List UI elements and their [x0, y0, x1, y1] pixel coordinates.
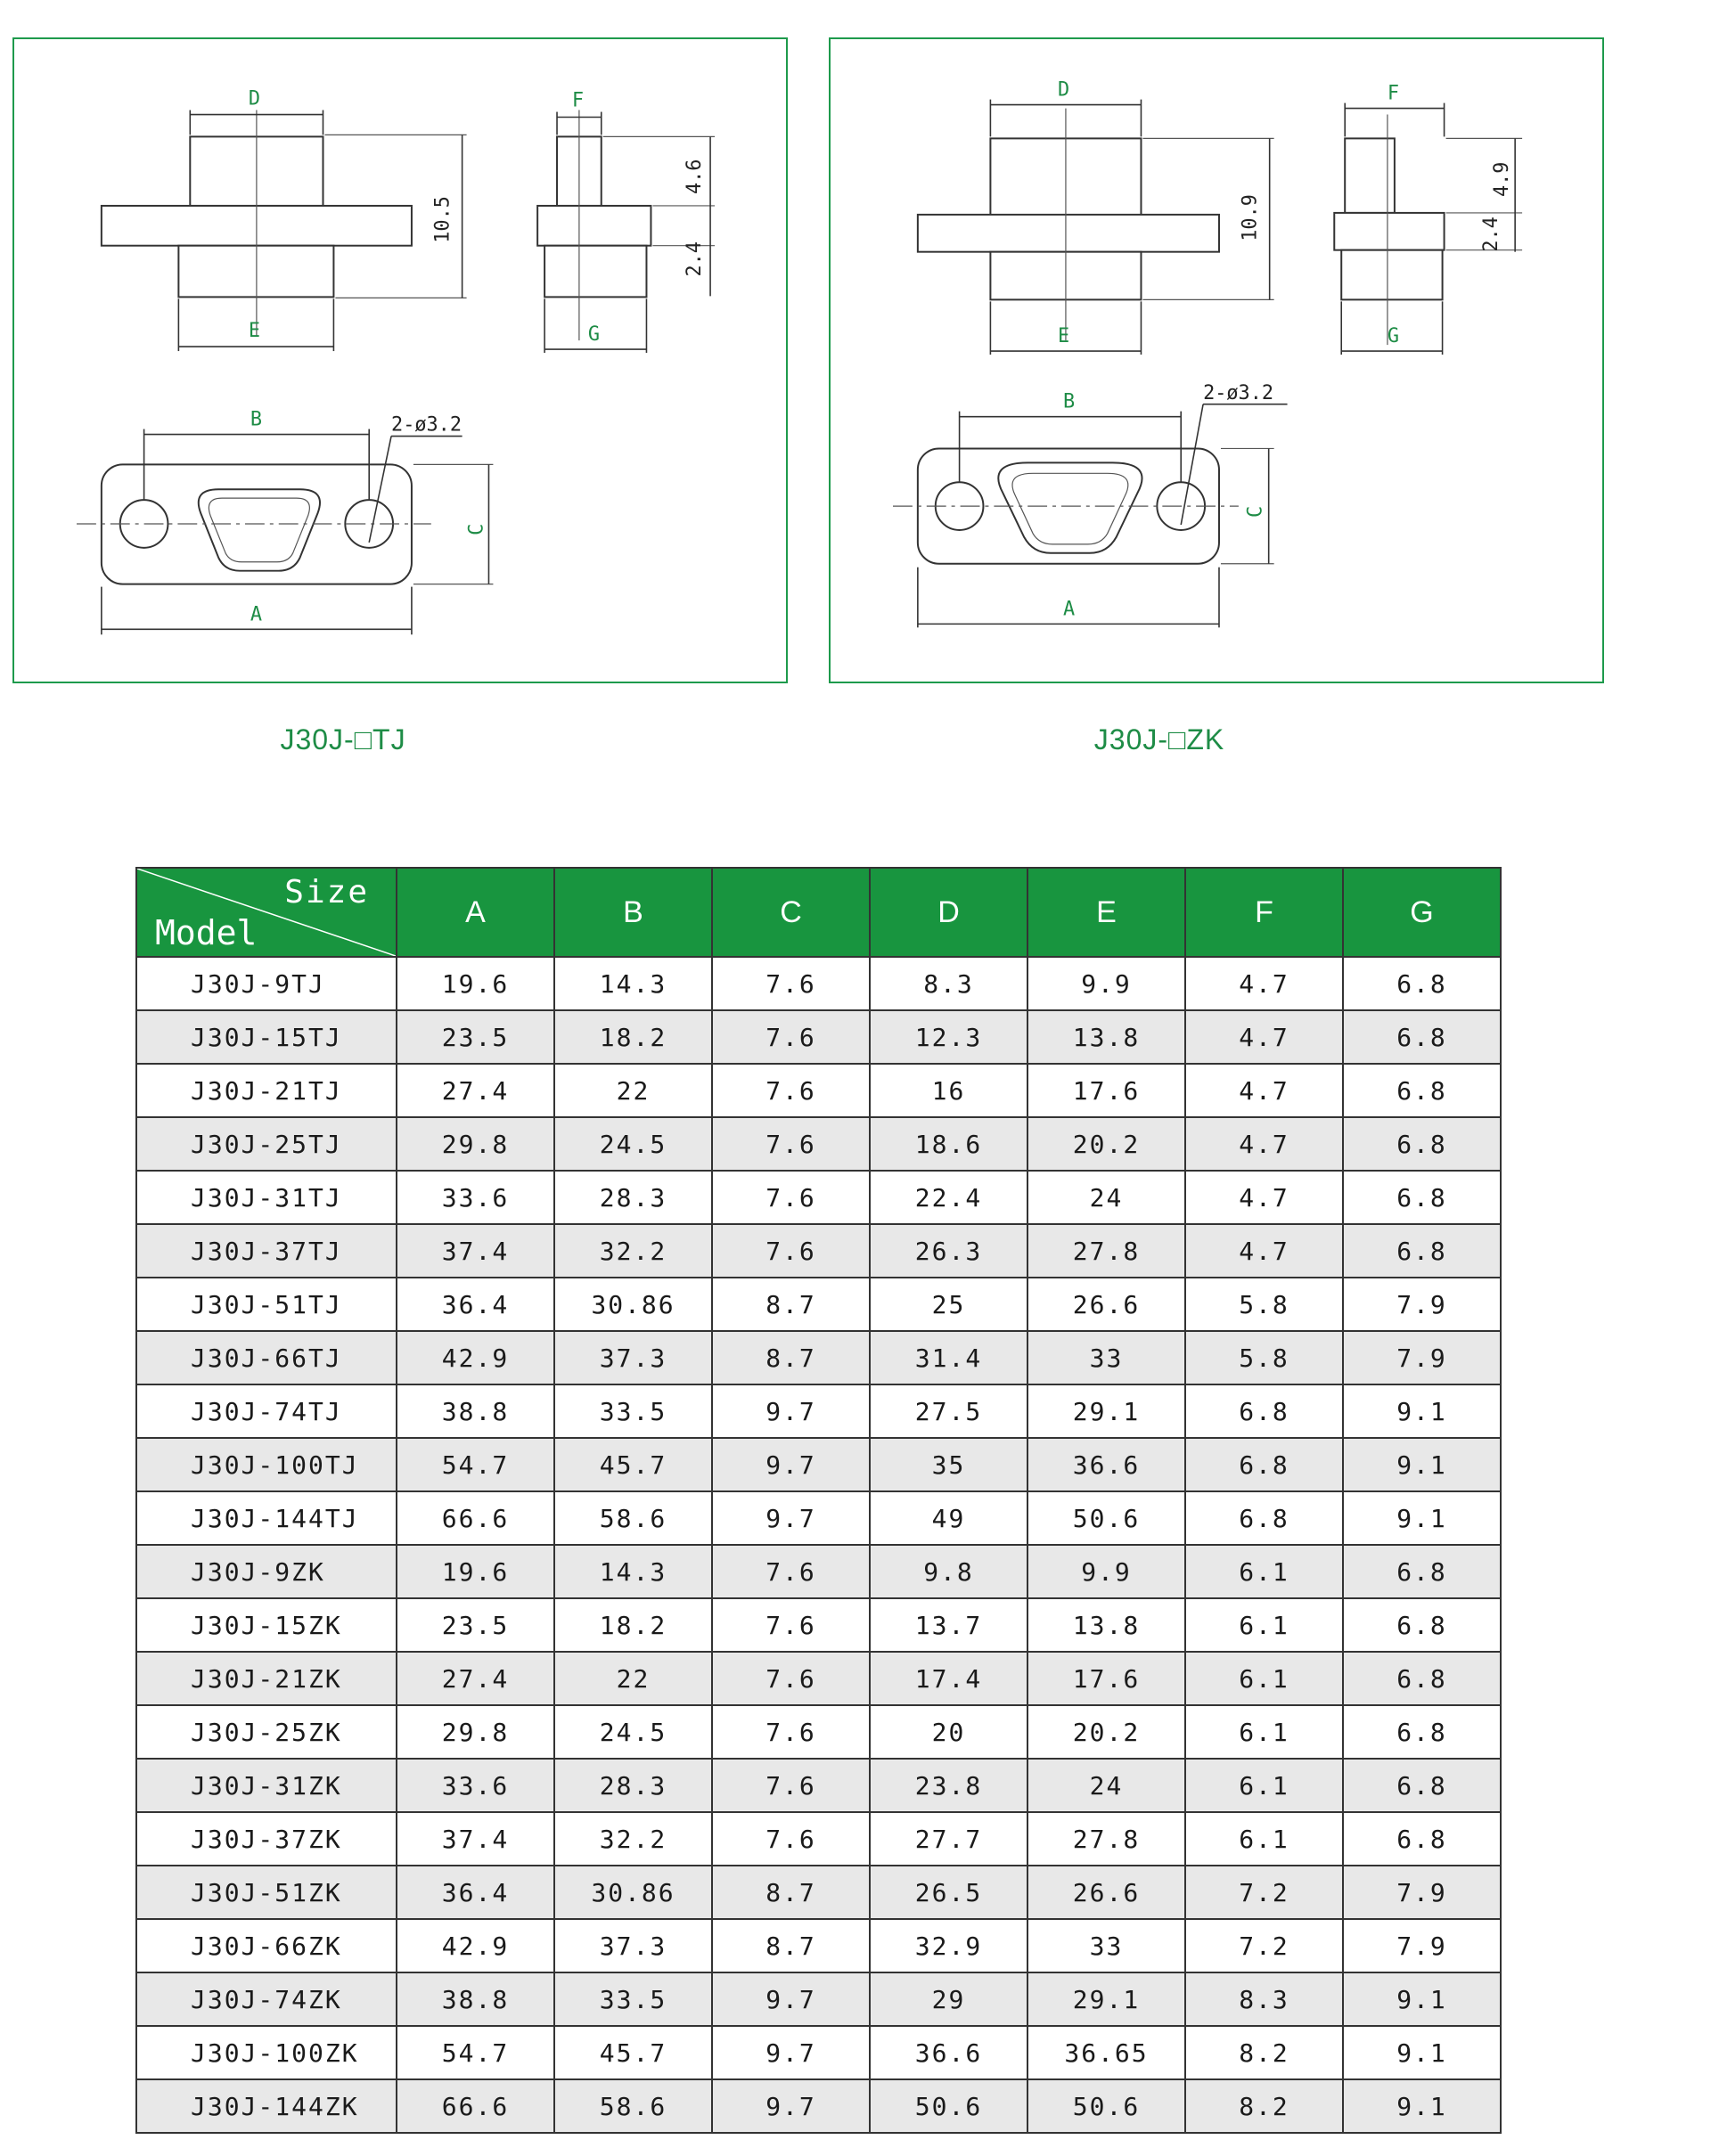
model-cell: J30J-21TJ [136, 1064, 397, 1117]
table-row [136, 1705, 1501, 1759]
tj-side-flange [537, 206, 651, 246]
zk-label-c: C [1244, 505, 1267, 519]
value-cell-c: 9.7 [712, 1972, 870, 2026]
table-row [136, 1545, 1501, 1598]
value-cell-c: 9.7 [712, 1438, 870, 1491]
value-cell-d: 23.8 [870, 1759, 1027, 1812]
column-header-a: A [397, 868, 554, 957]
caption-zk: J30J-□ZK [1093, 723, 1225, 755]
value-cell-c: 9.7 [712, 1384, 870, 1438]
value-cell-e: 36.65 [1027, 2026, 1185, 2079]
value-cell-e: 26.6 [1027, 1866, 1185, 1919]
value-cell-f: 4.7 [1185, 1224, 1343, 1278]
value-cell-e: 27.8 [1027, 1812, 1185, 1866]
value-cell-d: 32.9 [870, 1919, 1027, 1972]
value-cell-b: 24.5 [554, 1117, 712, 1171]
value-cell-a: 66.6 [397, 2079, 554, 2133]
table-row [136, 1224, 1501, 1278]
zk-dim-upper: 4.9 [1491, 161, 1514, 198]
model-cell: J30J-15TJ [136, 1010, 397, 1064]
value-cell-a: 38.8 [397, 1972, 554, 2026]
table-row [136, 1759, 1501, 1812]
value-cell-c: 7.6 [712, 1705, 870, 1759]
value-cell-d: 20 [870, 1705, 1027, 1759]
value-cell-f: 4.7 [1185, 1117, 1343, 1171]
value-cell-b: 33.5 [554, 1972, 712, 2026]
value-cell-e: 26.6 [1027, 1278, 1185, 1331]
model-cell: J30J-144ZK [136, 2079, 397, 2133]
zk-drawing [831, 39, 1602, 682]
value-cell-b: 45.7 [554, 2026, 712, 2079]
value-cell-a: 23.5 [397, 1010, 554, 1064]
value-cell-a: 33.6 [397, 1171, 554, 1224]
model-cell: J30J-37ZK [136, 1812, 397, 1866]
table-row [136, 1812, 1501, 1866]
value-cell-b: 32.2 [554, 1812, 712, 1866]
table-row [136, 1866, 1501, 1919]
tj-label-d: D [248, 87, 261, 110]
table-row [136, 2026, 1501, 2079]
value-cell-b: 58.6 [554, 2079, 712, 2133]
model-cell: J30J-25ZK [136, 1705, 397, 1759]
value-cell-d: 26.3 [870, 1224, 1027, 1278]
table-row [136, 1491, 1501, 1545]
value-cell-b: 14.3 [554, 1545, 712, 1598]
model-cell: J30J-51TJ [136, 1278, 397, 1331]
value-cell-e: 20.2 [1027, 1117, 1185, 1171]
value-cell-b: 28.3 [554, 1171, 712, 1224]
model-cell: J30J-51ZK [136, 1866, 397, 1919]
value-cell-g: 6.8 [1343, 957, 1501, 1010]
tj-label-a: A [250, 603, 263, 626]
value-cell-e: 27.8 [1027, 1224, 1185, 1278]
value-cell-c: 7.6 [712, 1224, 870, 1278]
value-cell-b: 18.2 [554, 1010, 712, 1064]
tj-drawing [14, 39, 786, 682]
value-cell-a: 29.8 [397, 1117, 554, 1171]
value-cell-d: 22.4 [870, 1171, 1027, 1224]
value-cell-g: 6.8 [1343, 1598, 1501, 1652]
value-cell-e: 50.6 [1027, 1491, 1185, 1545]
value-cell-g: 7.9 [1343, 1331, 1501, 1384]
table-row [136, 1438, 1501, 1491]
value-cell-g: 6.8 [1343, 1171, 1501, 1224]
tj-dim-height: 10.5 [431, 196, 454, 243]
model-cell: J30J-31ZK [136, 1759, 397, 1812]
value-cell-g: 7.9 [1343, 1278, 1501, 1331]
value-cell-b: 24.5 [554, 1705, 712, 1759]
value-cell-e: 36.6 [1027, 1438, 1185, 1491]
table-row [136, 957, 1501, 1010]
value-cell-a: 54.7 [397, 2026, 554, 2079]
value-cell-d: 36.6 [870, 2026, 1027, 2079]
value-cell-b: 58.6 [554, 1491, 712, 1545]
zk-label-f: F [1387, 82, 1400, 105]
value-cell-g: 9.1 [1343, 1491, 1501, 1545]
value-cell-g: 6.8 [1343, 1652, 1501, 1705]
value-cell-d: 9.8 [870, 1545, 1027, 1598]
model-cell: J30J-37TJ [136, 1224, 397, 1278]
value-cell-a: 27.4 [397, 1652, 554, 1705]
model-cell: J30J-74TJ [136, 1384, 397, 1438]
value-cell-d: 31.4 [870, 1331, 1027, 1384]
value-cell-f: 7.2 [1185, 1866, 1343, 1919]
value-cell-e: 33 [1027, 1331, 1185, 1384]
value-cell-d: 17.4 [870, 1652, 1027, 1705]
model-cell: J30J-74ZK [136, 1972, 397, 2026]
value-cell-f: 6.8 [1185, 1384, 1343, 1438]
value-cell-d: 29 [870, 1972, 1027, 2026]
value-cell-a: 33.6 [397, 1759, 554, 1812]
value-cell-a: 66.6 [397, 1491, 554, 1545]
value-cell-b: 22 [554, 1652, 712, 1705]
value-cell-a: 27.4 [397, 1064, 554, 1117]
model-cell: J30J-15ZK [136, 1598, 397, 1652]
value-cell-b: 22 [554, 1064, 712, 1117]
drawing-panel-tj [12, 37, 788, 683]
model-cell: J30J-9TJ [136, 957, 397, 1010]
value-cell-c: 7.6 [712, 1171, 870, 1224]
value-cell-a: 54.7 [397, 1438, 554, 1491]
value-cell-f: 4.7 [1185, 1010, 1343, 1064]
column-header-c: C [712, 868, 870, 957]
value-cell-d: 50.6 [870, 2079, 1027, 2133]
value-cell-g: 7.9 [1343, 1866, 1501, 1919]
value-cell-g: 9.1 [1343, 2079, 1501, 2133]
tj-dim-lower: 2.4 [684, 241, 707, 277]
zk-label-e: E [1057, 325, 1070, 348]
value-cell-g: 7.9 [1343, 1919, 1501, 1972]
value-cell-d: 27.7 [870, 1812, 1027, 1866]
caption-tj: J30J-□TJ [280, 723, 406, 755]
table-row [136, 1652, 1501, 1705]
value-cell-a: 42.9 [397, 1331, 554, 1384]
value-cell-f: 6.1 [1185, 1545, 1343, 1598]
value-cell-d: 13.7 [870, 1598, 1027, 1652]
value-cell-d: 12.3 [870, 1010, 1027, 1064]
value-cell-f: 4.7 [1185, 1064, 1343, 1117]
zk-front-flange [918, 215, 1219, 252]
value-cell-b: 33.5 [554, 1384, 712, 1438]
zk-side-lower [1341, 250, 1442, 300]
table-row [136, 1972, 1501, 2026]
value-cell-e: 20.2 [1027, 1705, 1185, 1759]
value-cell-b: 28.3 [554, 1759, 712, 1812]
value-cell-d: 27.5 [870, 1384, 1027, 1438]
value-cell-g: 6.8 [1343, 1117, 1501, 1171]
value-cell-c: 9.7 [712, 1491, 870, 1545]
value-cell-c: 7.6 [712, 1812, 870, 1866]
value-cell-a: 29.8 [397, 1705, 554, 1759]
value-cell-c: 7.6 [712, 1598, 870, 1652]
value-cell-e: 33 [1027, 1919, 1185, 1972]
value-cell-d: 49 [870, 1491, 1027, 1545]
value-cell-d: 16 [870, 1064, 1027, 1117]
value-cell-c: 9.7 [712, 2079, 870, 2133]
table-row [136, 1010, 1501, 1064]
table-row [136, 1598, 1501, 1652]
value-cell-g: 6.8 [1343, 1812, 1501, 1866]
value-cell-f: 5.8 [1185, 1331, 1343, 1384]
value-cell-g: 9.1 [1343, 1972, 1501, 2026]
zk-label-g: G [1387, 325, 1400, 348]
value-cell-c: 7.6 [712, 1759, 870, 1812]
value-cell-e: 29.1 [1027, 1972, 1185, 2026]
value-cell-e: 17.6 [1027, 1064, 1185, 1117]
value-cell-f: 6.1 [1185, 1598, 1343, 1652]
value-cell-d: 35 [870, 1438, 1027, 1491]
table-row [136, 1919, 1501, 1972]
value-cell-e: 13.8 [1027, 1010, 1185, 1064]
value-cell-a: 36.4 [397, 1866, 554, 1919]
value-cell-g: 6.8 [1343, 1224, 1501, 1278]
table-row [136, 1117, 1501, 1171]
value-cell-e: 13.8 [1027, 1598, 1185, 1652]
column-header-f: F [1185, 868, 1343, 957]
value-cell-c: 7.6 [712, 1652, 870, 1705]
zk-side-flange [1334, 213, 1444, 250]
zk-label-a: A [1062, 598, 1076, 621]
value-cell-b: 32.2 [554, 1224, 712, 1278]
column-header-b: B [554, 868, 712, 957]
value-cell-f: 6.1 [1185, 1759, 1343, 1812]
tj-dim-holes: 2-ø3.2 [391, 413, 463, 437]
column-header-e: E [1027, 868, 1185, 957]
value-cell-b: 37.3 [554, 1919, 712, 1972]
model-cell: J30J-100TJ [136, 1438, 397, 1491]
model-cell: J30J-66TJ [136, 1331, 397, 1384]
tj-label-b: B [250, 408, 263, 431]
zk-dim-holes: 2-ø3.2 [1203, 381, 1274, 404]
value-cell-f: 5.8 [1185, 1278, 1343, 1331]
value-cell-a: 19.6 [397, 1545, 554, 1598]
table-row [136, 1384, 1501, 1438]
value-cell-c: 7.6 [712, 1064, 870, 1117]
zk-dim-lower: 2.4 [1480, 216, 1503, 252]
value-cell-d: 25 [870, 1278, 1027, 1331]
value-cell-g: 9.1 [1343, 2026, 1501, 2079]
value-cell-g: 9.1 [1343, 1438, 1501, 1491]
table-row [136, 1171, 1501, 1224]
tj-label-c: C [465, 523, 488, 535]
model-cell: J30J-144TJ [136, 1491, 397, 1545]
value-cell-f: 6.8 [1185, 1438, 1343, 1491]
value-cell-e: 9.9 [1027, 1545, 1185, 1598]
value-cell-b: 18.2 [554, 1598, 712, 1652]
tj-side-lower [544, 246, 646, 298]
value-cell-g: 6.8 [1343, 1064, 1501, 1117]
drawing-panel-zk [829, 37, 1604, 683]
value-cell-a: 42.9 [397, 1919, 554, 1972]
value-cell-c: 8.7 [712, 1331, 870, 1384]
zk-label-d: D [1057, 78, 1070, 102]
value-cell-a: 23.5 [397, 1598, 554, 1652]
value-cell-g: 6.8 [1343, 1010, 1501, 1064]
table-corner-cell [136, 868, 397, 957]
value-cell-c: 8.7 [712, 1919, 870, 1972]
tj-dim-upper: 4.6 [684, 159, 707, 195]
value-cell-b: 30.86 [554, 1866, 712, 1919]
value-cell-g: 9.1 [1343, 1384, 1501, 1438]
value-cell-c: 7.6 [712, 1545, 870, 1598]
value-cell-f: 6.1 [1185, 1705, 1343, 1759]
value-cell-e: 9.9 [1027, 957, 1185, 1010]
corner-size-label: Size [284, 874, 369, 911]
column-header-g: G [1343, 868, 1501, 957]
value-cell-g: 6.8 [1343, 1705, 1501, 1759]
value-cell-e: 24 [1027, 1759, 1185, 1812]
table-row [136, 1331, 1501, 1384]
zk-label-b: B [1062, 390, 1076, 413]
value-cell-g: 6.8 [1343, 1545, 1501, 1598]
value-cell-a: 38.8 [397, 1384, 554, 1438]
value-cell-a: 36.4 [397, 1278, 554, 1331]
value-cell-b: 45.7 [554, 1438, 712, 1491]
value-cell-f: 7.2 [1185, 1919, 1343, 1972]
tj-label-f: F [571, 89, 585, 112]
value-cell-c: 9.7 [712, 2026, 870, 2079]
table-row [136, 2079, 1501, 2133]
value-cell-f: 8.3 [1185, 1972, 1343, 2026]
corner-model-label: Model [155, 913, 258, 952]
value-cell-c: 7.6 [712, 1117, 870, 1171]
tj-label-e: E [248, 320, 261, 343]
value-cell-b: 14.3 [554, 957, 712, 1010]
value-cell-e: 29.1 [1027, 1384, 1185, 1438]
value-cell-e: 50.6 [1027, 2079, 1185, 2133]
value-cell-a: 37.4 [397, 1812, 554, 1866]
value-cell-c: 8.7 [712, 1278, 870, 1331]
value-cell-d: 18.6 [870, 1117, 1027, 1171]
value-cell-f: 6.1 [1185, 1652, 1343, 1705]
model-cell: J30J-9ZK [136, 1545, 397, 1598]
value-cell-f: 8.2 [1185, 2026, 1343, 2079]
value-cell-b: 37.3 [554, 1331, 712, 1384]
model-cell: J30J-66ZK [136, 1919, 397, 1972]
value-cell-f: 6.1 [1185, 1812, 1343, 1866]
value-cell-c: 8.7 [712, 1866, 870, 1919]
value-cell-f: 4.7 [1185, 1171, 1343, 1224]
model-cell: J30J-31TJ [136, 1171, 397, 1224]
value-cell-f: 4.7 [1185, 957, 1343, 1010]
value-cell-f: 6.8 [1185, 1491, 1343, 1545]
value-cell-c: 7.6 [712, 1010, 870, 1064]
value-cell-e: 24 [1027, 1171, 1185, 1224]
zk-dim-height: 10.9 [1239, 194, 1262, 241]
value-cell-a: 37.4 [397, 1224, 554, 1278]
value-cell-c: 7.6 [712, 957, 870, 1010]
value-cell-e: 17.6 [1027, 1652, 1185, 1705]
model-cell: J30J-100ZK [136, 2026, 397, 2079]
dimension-table [135, 867, 1502, 2134]
table-header-row [136, 868, 1501, 957]
table-row [136, 1064, 1501, 1117]
table-row [136, 1278, 1501, 1331]
column-header-d: D [870, 868, 1027, 957]
model-cell: J30J-21ZK [136, 1652, 397, 1705]
value-cell-f: 8.2 [1185, 2079, 1343, 2133]
value-cell-d: 8.3 [870, 957, 1027, 1010]
value-cell-b: 30.86 [554, 1278, 712, 1331]
tj-label-g: G [587, 323, 601, 347]
table-body [136, 957, 1501, 2133]
value-cell-g: 6.8 [1343, 1759, 1501, 1812]
value-cell-a: 19.6 [397, 957, 554, 1010]
model-cell: J30J-25TJ [136, 1117, 397, 1171]
value-cell-d: 26.5 [870, 1866, 1027, 1919]
